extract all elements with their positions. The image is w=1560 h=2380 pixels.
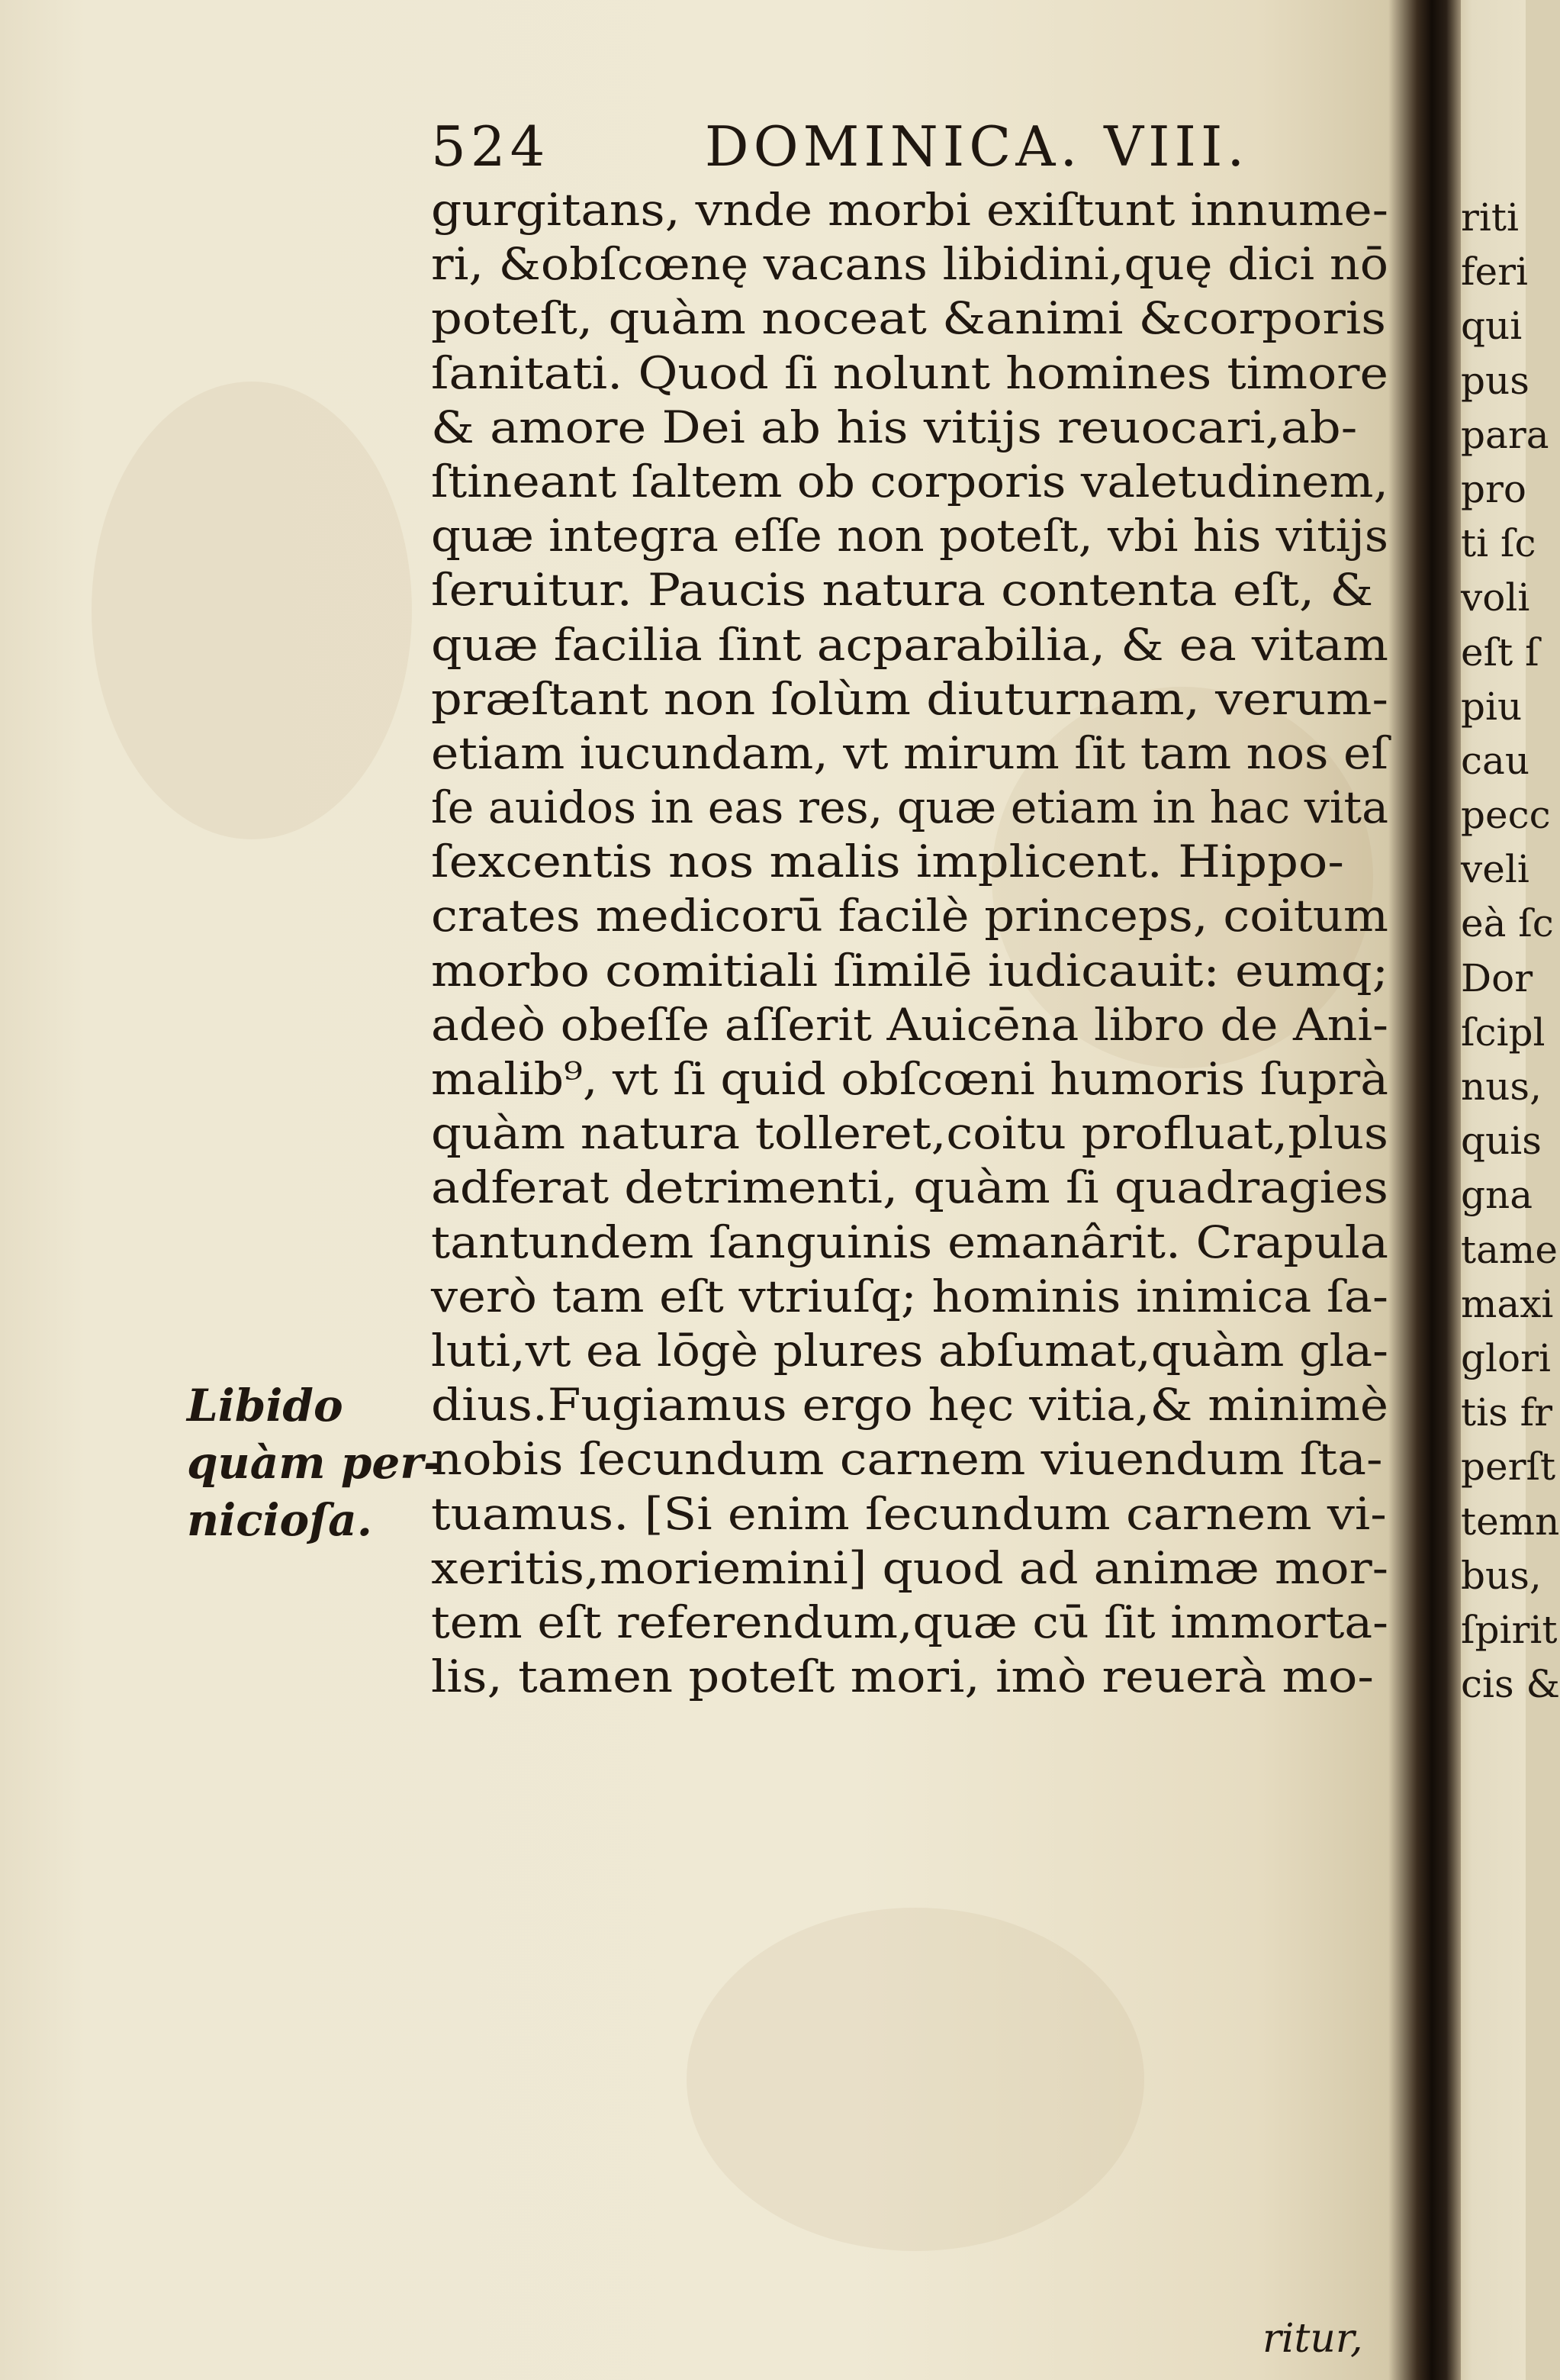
text-line: ſeruitur. Paucis natura contenta eſt, &: [431, 564, 1374, 617]
running-header: [431, 114, 1346, 179]
text-line: nobis ſecundum carnem viuendum ſta-: [431, 1433, 1383, 1486]
text-line: adeò obeſſe aſſerit Auicēna libro de Ani-: [431, 998, 1388, 1051]
adjacent-fragment: maxi: [1461, 1281, 1554, 1326]
marginal-note-line: quàm per-: [187, 1437, 442, 1489]
adjacent-page-text: [1461, 191, 1560, 1712]
text-line: tantundem ſanguinis emanârit. Crapula: [431, 1216, 1388, 1268]
adjacent-fragment: riti: [1461, 195, 1519, 240]
text-line: gurgitans, vnde morbi exiſtunt innume-: [431, 184, 1388, 236]
text-line: præſtant non ſolùm diuturnam, verum-: [431, 672, 1388, 725]
adjacent-fragment: piu: [1461, 684, 1523, 729]
paper-stain: [92, 382, 412, 839]
adjacent-fragment: pecc: [1461, 793, 1551, 838]
adjacent-fragment: eà ſc: [1461, 901, 1554, 946]
text-line: ri, &obſcœnę vacans libidini,quę dici nō: [431, 238, 1388, 291]
running-title: DOMINICA. VIII.: [704, 114, 1250, 179]
adjacent-fragment: Dor: [1461, 955, 1533, 1000]
adjacent-fragment: bus,: [1461, 1553, 1542, 1598]
text-line: xeritis,moriemini] quod ad animæ mor-: [431, 1541, 1388, 1594]
adjacent-fragment: pus: [1461, 358, 1529, 403]
adjacent-fragment: quis: [1461, 1119, 1542, 1164]
adjacent-fragment: temn: [1461, 1499, 1560, 1544]
catchword: ritur,: [1262, 2316, 1363, 2362]
text-line: quàm natura tolleret,coitu profluat,plus: [431, 1107, 1388, 1160]
adjacent-fragment: glori: [1461, 1335, 1551, 1380]
text-line: quæ facilia ſint acparabilia, & ea vitam: [431, 618, 1388, 671]
adjacent-fragment: veli: [1461, 847, 1529, 892]
text-line: quæ integra eſſe non poteſt, vbi his vitijs: [431, 510, 1388, 562]
adjacent-fragment: perſt: [1461, 1444, 1556, 1490]
text-line: tuamus. [Si enim ſecundum carnem vi-: [431, 1487, 1387, 1540]
text-line: tem eſt referendum,quæ cū ſit immorta-: [431, 1596, 1388, 1648]
adjacent-fragment: ſcipl: [1461, 1010, 1546, 1055]
adjacent-fragment: qui: [1461, 304, 1523, 349]
text-line: morbo comitiali ſimilē iudicauit: eumq;: [431, 944, 1388, 997]
text-line: lis, tamen poteſt mori, imò reuerà mo-: [431, 1651, 1374, 1703]
adjacent-fragment: pro: [1461, 466, 1527, 511]
adjacent-fragment: voli: [1461, 575, 1530, 620]
text-line: ſe auidos in eas res, quæ etiam in hac vita: [431, 781, 1389, 834]
text-line: ſexcentis nos malis implicent. Hippo-: [431, 836, 1344, 888]
text-line: ſtineant ſaltem ob corporis valetudinem,: [431, 455, 1389, 507]
adjacent-fragment: cau: [1461, 738, 1530, 783]
text-line: adferat detrimenti, quàm ſi quadragies: [431, 1161, 1388, 1214]
marginal-note-line: nicioſa.: [187, 1494, 372, 1546]
adjacent-fragment: feri: [1461, 250, 1528, 295]
text-line: crates medicorū facilè princeps, coitum: [431, 890, 1388, 942]
page-number: 524: [431, 114, 550, 179]
text-line: poteſt, quàm noceat &animi &corporis: [431, 292, 1386, 345]
main-text-block: [431, 183, 1404, 1704]
text-line: verò tam eſt vtriuſq; hominis inimica ſa-: [431, 1270, 1388, 1322]
adjacent-fragment: ti ſc: [1461, 521, 1536, 566]
adjacent-fragment: ſpirit: [1461, 1607, 1558, 1652]
text-line: & amore Dei ab his vitijs reuocari,ab-: [431, 401, 1358, 453]
adjacent-fragment: nus,: [1461, 1064, 1542, 1109]
text-line: ſanitati. Quod ſi nolunt homines timore: [431, 346, 1388, 399]
paper-stain: [687, 1908, 1144, 2251]
adjacent-fragment: tis fr: [1461, 1390, 1553, 1435]
adjacent-fragment: cis &: [1461, 1662, 1560, 1707]
marginal-note-line: Libido: [187, 1380, 343, 1432]
text-line: dius.Fugiamus ergo hęc vitia,& minimè: [431, 1379, 1388, 1432]
adjacent-fragment: tame: [1461, 1227, 1558, 1272]
adjacent-fragment: gna: [1461, 1173, 1533, 1218]
adjacent-fragment: para: [1461, 412, 1549, 457]
text-line: luti,vt ea lōgè plures abſumat,quàm gla-: [431, 1324, 1388, 1377]
text-line: etiam iucundam, vt mirum ſit tam nos eſ: [431, 726, 1389, 779]
adjacent-fragment: eſt ſ: [1461, 630, 1539, 675]
marginal-note: [187, 1377, 442, 1549]
text-line: malib⁹, vt ſi quid obſcœni humoris ſuprà: [431, 1053, 1388, 1105]
